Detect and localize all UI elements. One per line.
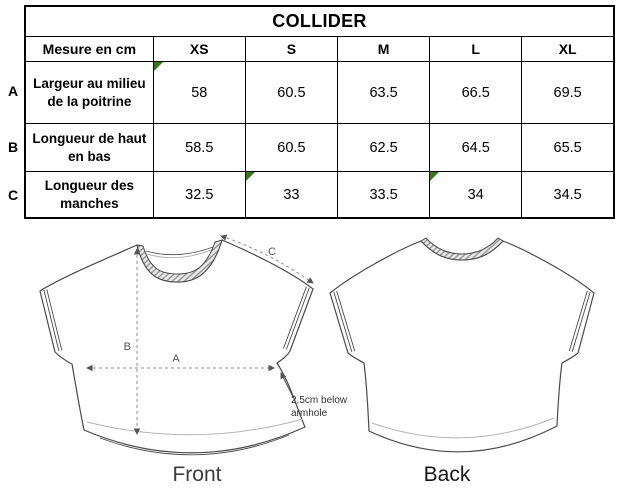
back-view-label: Back	[423, 463, 471, 486]
row-label: Longueur des manches	[25, 172, 153, 219]
measure-a-label: A	[172, 353, 180, 365]
header-size-xl: XL	[522, 37, 614, 62]
header-size-l: L	[430, 37, 522, 62]
cell-corner-marker-icon	[246, 172, 255, 181]
garment-diagram	[0, 225, 630, 502]
annotation-line1: 2,5cm below	[291, 395, 348, 406]
cell-value: 60.5	[245, 124, 337, 172]
cell-value: 34	[430, 172, 522, 219]
cell-value: 66.5	[430, 62, 522, 124]
header-measure: Mesure en cm	[25, 37, 153, 62]
header-size-xs: XS	[153, 37, 245, 62]
size-table	[24, 5, 615, 219]
annotation-line2: armhole	[291, 408, 328, 419]
front-view-label: Front	[172, 463, 222, 486]
row-letter-a: A	[7, 83, 19, 99]
measure-c-label: C	[268, 246, 276, 258]
cell-value: 58.5	[153, 124, 245, 172]
table-row-chest-width	[25, 62, 614, 124]
header-size-m: M	[337, 37, 429, 62]
cell-value: 62.5	[337, 124, 429, 172]
cell-value: 33	[245, 172, 337, 219]
cell-value: 33.5	[337, 172, 429, 219]
table-header-row	[25, 37, 614, 62]
table-title: COLLIDER	[25, 6, 614, 37]
front-body	[40, 240, 313, 453]
cell-value: 58	[153, 62, 245, 124]
cell-corner-marker-icon	[430, 172, 439, 181]
cell-value: 64.5	[430, 124, 522, 172]
cell-value: 69.5	[522, 62, 614, 124]
row-letter-c: C	[7, 187, 19, 203]
table-title-row	[25, 6, 614, 37]
back-shirt-drawing	[330, 238, 594, 486]
cell-corner-marker-icon	[154, 62, 163, 71]
table-row-sleeve-length	[25, 172, 614, 219]
cell-value: 32.5	[153, 172, 245, 219]
cell-value: 63.5	[337, 62, 429, 124]
row-label: Largeur au milieu de la poitrine	[25, 62, 153, 124]
table-row-top-length	[25, 124, 614, 172]
front-neck-seam	[146, 247, 213, 255]
measure-b-label: B	[123, 341, 131, 353]
armhole-annotation	[281, 373, 348, 419]
cell-value: 34.5	[522, 172, 614, 219]
back-body	[330, 241, 594, 452]
front-shirt-drawing	[40, 236, 348, 486]
row-label: Longueur de haut en bas	[25, 124, 153, 172]
cell-value: 65.5	[522, 124, 614, 172]
cell-value: 60.5	[245, 62, 337, 124]
row-letter-b: B	[7, 139, 19, 155]
header-size-s: S	[245, 37, 337, 62]
